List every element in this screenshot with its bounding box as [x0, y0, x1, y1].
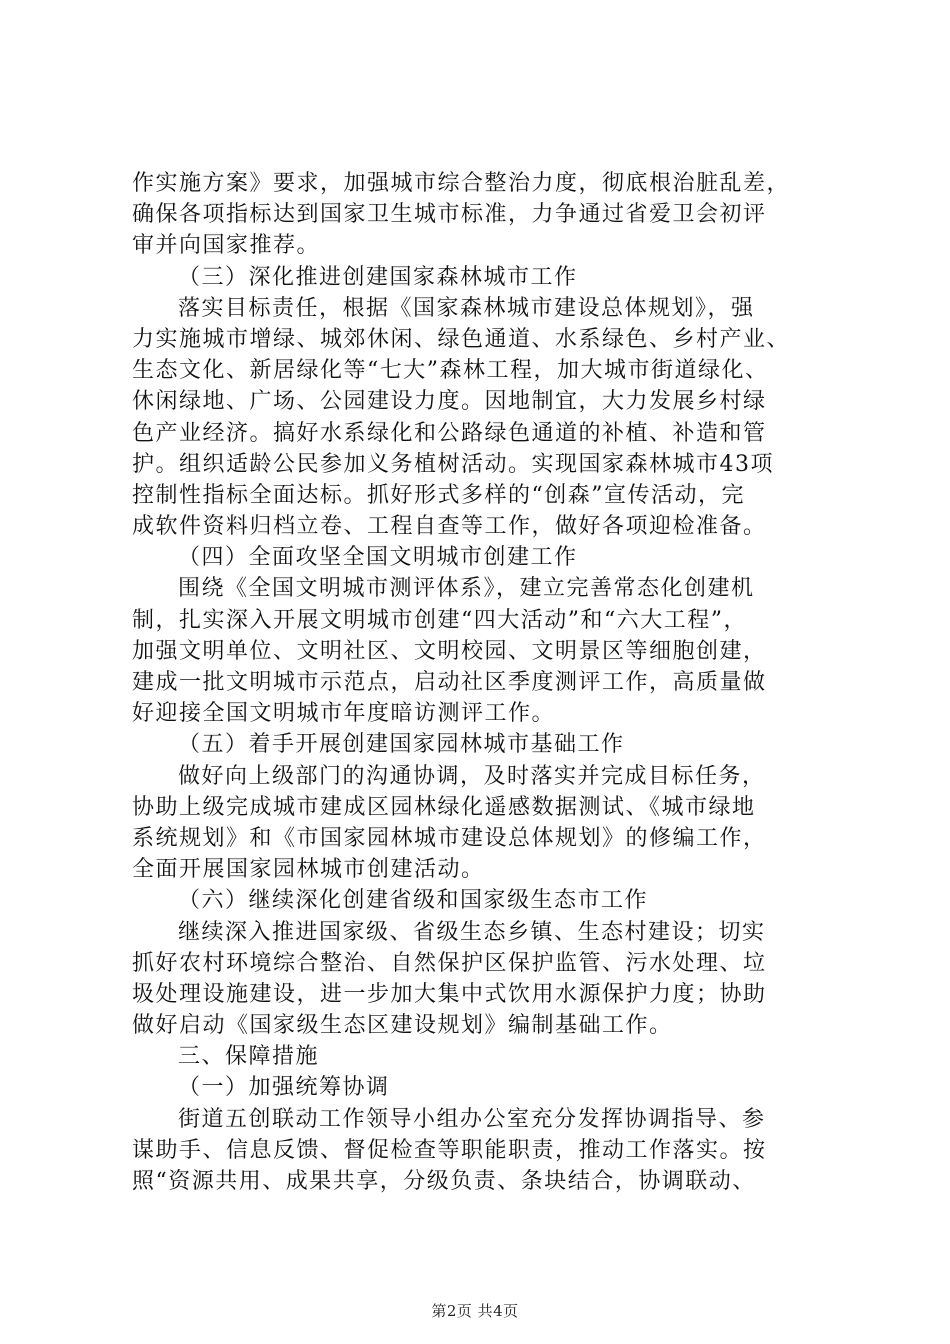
text-line: 色产业经济。搞好水系绿化和公路绿色通道的补植、补造和管 [132, 420, 767, 446]
page-footer: 第2页 共4页 [431, 1302, 519, 1320]
text-line: 做好向上级部门的沟通协调，及时落实并完成目标任务， [178, 763, 766, 789]
text-line: 成软件资料归档立卷、工程自查等工作，做好各项迎检准备。 [132, 514, 767, 540]
text-line: 力实施城市增绿、城郊休闲、绿色通道、水系绿色、乡村产业、 [132, 326, 791, 352]
text-line: 加强文明单位、文明社区、文明校园、文明景区等细胞创建， [132, 638, 767, 664]
text-line: 落实目标责任，根据《国家森林城市建设总体规划》，强 [178, 295, 755, 321]
text-line: 确保各项指标达到国家卫生城市标准，力争通过省爱卫会初评 [132, 202, 767, 228]
text-line: 全面开展国家园林城市创建活动。 [132, 857, 485, 883]
text-line: 协助上级完成城市建成区园林绿化遥感数据测试、《城市绿地 [132, 794, 756, 820]
text-line: 系统规划》和《市国家园林城市建设总体规划》的修编工作， [132, 825, 767, 851]
text-line: 抓好农村环境综合整治、自然保护区保护监管、污水处理、垃 [132, 950, 767, 976]
text-line: 休闲绿地、广场、公园建设力度。因地制宜，大力发展乡村绿 [132, 389, 767, 415]
text-line: （三）深化推进创建国家森林城市工作 [178, 264, 578, 290]
document-body [132, 168, 832, 1197]
text-line: 控制性指标全面达标。抓好形式多样的“创森”宣传活动，完 [132, 482, 745, 508]
text-line: 围绕《全国文明城市测评体系》，建立完善常态化创建机 [178, 576, 755, 602]
text-line: 生态文化、新居绿化等“七大”森林工程，加大城市街道绿化、 [132, 358, 769, 384]
text-line: （五）着手开展创建国家园林城市基础工作 [178, 732, 625, 758]
text-line: 照“资源共用、成果共享，分级负责、条块结合，协调联动、 [132, 1169, 756, 1194]
text-line: 谋助手、信息反馈、督促检查等职能职责，推动工作落实。按 [132, 1137, 767, 1163]
text-line: 作实施方案》要求，加强城市综合整治力度，彻底根治脏乱差， [132, 171, 791, 196]
text-line: 制，扎实深入开展文明城市创建“四大活动”和“六大工程”， [132, 607, 747, 633]
text-line: 审并向国家推荐。 [132, 233, 321, 259]
text-line: 街道五创联动工作领导小组办公室充分发挥协调指导、参 [178, 1106, 766, 1132]
text-line: 做好启动《国家级生态区建设规划》编制基础工作。 [132, 1013, 673, 1039]
text-line: 好迎接全国文明城市年度暗访测评工作。 [132, 701, 556, 727]
text-line: 圾处理设施建设，进一步加大集中式饮用水源保护力度；协助 [132, 981, 767, 1007]
text-line: 建成一批文明城市示范点，启动社区季度测评工作，高质量做 [132, 670, 767, 695]
text-line: （六）继续深化创建省级和国家级生态市工作 [178, 888, 649, 914]
text-line: 三、保障措施 [178, 1044, 320, 1070]
text-line: 继续深入推进国家级、省级生态乡镇、生态村建设；切实 [178, 919, 766, 945]
text-line: （四）全面攻坚全国文明城市创建工作 [178, 545, 578, 571]
text-line: （一）加强统筹协调 [178, 1075, 390, 1101]
text-line: 护。组织适龄公民参加义务植树活动。实现国家森林城市43项 [132, 451, 774, 477]
